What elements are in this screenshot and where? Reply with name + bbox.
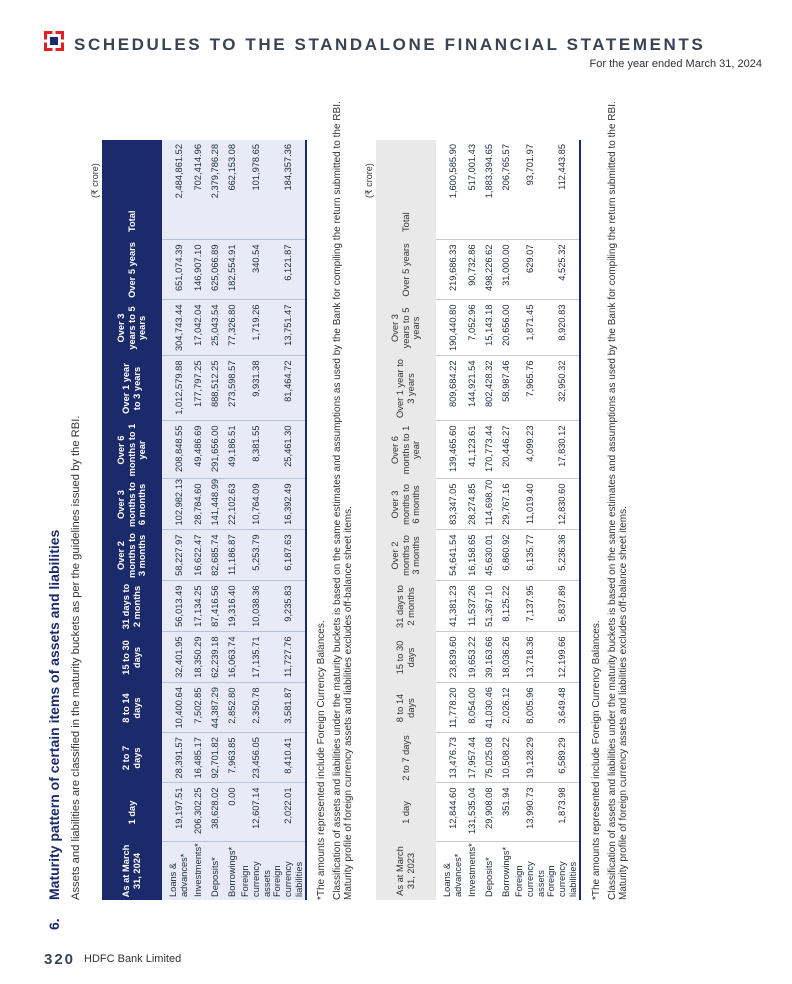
value-cell: 16,485.17 (189, 733, 206, 783)
value-cell: 32,401.95 (162, 632, 189, 683)
table-row (546, 140, 579, 900)
row-label: Investments* (463, 842, 480, 900)
table-header-row (102, 140, 162, 900)
header-cell: Over 3 years to 5 years (102, 300, 162, 356)
value-cell: 77,326.80 (223, 300, 240, 356)
table-row (223, 140, 240, 900)
row-label: Borrowings* (223, 842, 240, 900)
header-cell: Over 3 years to 5 years (376, 300, 436, 356)
header-cell: As at March 31, 2023 (376, 842, 436, 900)
value-cell: 1,719.26 (240, 300, 272, 356)
value-cell: 662,153.08 (223, 140, 240, 240)
page-number: 320 (44, 951, 76, 968)
section-intro: Assets and liabilities are classified in the maturity buckets as per the guidelines issued by the RBI. (70, 415, 82, 900)
value-cell: 8,054.00 (463, 683, 480, 733)
value-cell: 7,137.95 (514, 581, 546, 632)
value-cell: 1,600,585.90 (447, 144, 458, 199)
footnote-off-balance-2024: Maturity profile of foreign currency assets and liabilities excludes off-balance sheet items. (343, 506, 354, 900)
value-cell: 131,535.04 (463, 783, 480, 842)
value-cell: 29,908.08 (480, 783, 497, 842)
value-cell: 498,226.62 (480, 240, 497, 300)
value-cell: 41,123.61 (463, 421, 480, 479)
header-cell: Over 5 years (102, 240, 162, 300)
value-cell: 39,163.66 (480, 632, 497, 683)
value-cell: 8,005.96 (514, 683, 546, 733)
value-cell: 7,965.76 (514, 356, 546, 421)
value-cell: 20,656.00 (497, 300, 514, 356)
rotated-content (46, 90, 686, 930)
value-cell: 5,236.36 (546, 530, 579, 581)
footnote-classification-2023: Classification of assets and liabilities under the maturity buckets is based on the same estimates and assumptions as used by the Bank for compiling the return submitted to the RBI. (607, 101, 618, 900)
header-cell: 2 to 7 days (376, 733, 436, 783)
header-cell: 1 day (376, 783, 436, 842)
value-cell: 17,135.71 (240, 632, 272, 683)
value-cell: 16,622.47 (189, 530, 206, 581)
value-cell: 6,121.87 (272, 240, 305, 300)
value-cell: 4,099.23 (514, 421, 546, 479)
value-cell: 17,957.44 (463, 733, 480, 783)
value-cell: 29,767.16 (497, 479, 514, 530)
header-cell: Over 3 months to 6 months (376, 479, 436, 530)
row-label: Deposits* (480, 842, 497, 900)
value-cell: 2,026.12 (497, 683, 514, 733)
value-cell: 702,414.96 (189, 140, 206, 240)
table-row (514, 140, 546, 900)
header-cell: 8 to 14 days (102, 683, 162, 733)
value-cell: 19,128.29 (514, 733, 546, 783)
value-cell: 2,350.78 (240, 683, 272, 733)
value-cell: 12,199.66 (546, 632, 579, 683)
value-cell: 41,030.46 (480, 683, 497, 733)
value-cell: 8,125.22 (497, 581, 514, 632)
value-cell: 3,581.87 (272, 683, 305, 733)
header-cell: 8 to 14 days (376, 683, 436, 733)
row-label: Loans & advances* (436, 842, 463, 900)
row-label: Foreign currency assets (240, 842, 272, 900)
value-cell: 13,990.73 (514, 783, 546, 842)
value-cell: 517,001.43 (466, 144, 477, 191)
value-cell: 49,486.69 (189, 421, 206, 479)
header-cell: Over 6 months to 1 year (376, 421, 436, 479)
table-row (240, 140, 272, 900)
header-cell: Over 1 year to 3 years (376, 356, 436, 421)
value-cell: 92,701.82 (206, 733, 223, 783)
value-cell: 12,830.60 (546, 479, 579, 530)
value-cell: 9,931.38 (240, 356, 272, 421)
value-cell: 1,883,394.65 (483, 144, 494, 199)
header-cell: Over 2 months to 3 months (102, 530, 162, 581)
value-cell: 304,743.44 (162, 300, 189, 356)
value-cell: 190,440.80 (436, 300, 463, 356)
value-cell: 25,461.30 (272, 421, 305, 479)
value-cell: 10,400.64 (162, 683, 189, 733)
value-cell: 888,512.25 (206, 356, 223, 421)
value-cell: 31,000.00 (497, 240, 514, 300)
value-cell: 206,302.25 (189, 783, 206, 842)
value-cell: 19,197.51 (162, 783, 189, 842)
value-cell: 351.94 (497, 783, 514, 842)
maturity-table-2023 (376, 140, 581, 900)
value-cell: 44,387.29 (206, 683, 223, 733)
value-cell: 809,684.22 (436, 356, 463, 421)
value-cell: 32,950.32 (546, 356, 579, 421)
value-cell: 2,484,861.52 (162, 140, 189, 240)
value-cell: 49,186.51 (223, 421, 240, 479)
value-cell: 15,143.18 (480, 300, 497, 356)
value-cell: 170,773.44 (480, 421, 497, 479)
value-cell: 83,347.05 (436, 479, 463, 530)
header-cell: Total (102, 140, 162, 240)
table-row (162, 140, 189, 900)
header-cell: Total (376, 140, 436, 240)
value-cell: 51,367.10 (480, 581, 497, 632)
value-cell: 7,502.85 (189, 683, 206, 733)
value-cell: 2,022.01 (272, 783, 305, 842)
header-cell: As at March 31, 2024 (102, 842, 162, 900)
value-cell: 629.07 (514, 240, 546, 300)
row-label: Foreign currency liabilities (272, 842, 305, 900)
header-cell: Over 3 months to 6 months (102, 479, 162, 530)
footnote-classification-2024: Classification of assets and liabilities under the maturity buckets is based on the same estimates and assumptions as used by the Bank for compiling the return submitted to the RBI. (332, 101, 343, 900)
header-cell: 2 to 7 days (102, 733, 162, 783)
value-cell: 139,465.60 (436, 421, 463, 479)
value-cell: 7,052.96 (463, 300, 480, 356)
value-cell: 625,066.89 (206, 240, 223, 300)
row-label: Loans & advances* (162, 842, 189, 900)
footer-company-name: HDFC Bank Limited (84, 953, 182, 965)
header-cell: 1 day (102, 783, 162, 842)
value-cell: 75,025.08 (480, 733, 497, 783)
value-cell: 23,456.05 (240, 733, 272, 783)
value-cell: 11,186.87 (223, 530, 240, 581)
value-cell: 18,036.26 (497, 632, 514, 683)
value-cell: 177,797.25 (189, 356, 206, 421)
table-row (480, 140, 497, 900)
value-cell: 273,598.57 (223, 356, 240, 421)
footnote-foreign-currency-2024: *The amounts represented include Foreign Currency Balances. (316, 620, 327, 900)
value-cell: 101,978.65 (240, 140, 272, 240)
row-label: Investments* (189, 842, 206, 900)
value-cell: 62,239.18 (206, 632, 223, 683)
value-cell: 4,525.32 (546, 240, 579, 300)
value-cell: 184,357.36 (272, 140, 305, 240)
value-cell: 7,963.85 (223, 733, 240, 783)
value-cell: 16,392.49 (272, 479, 305, 530)
value-cell: 81,464.72 (272, 356, 305, 421)
value-cell: 6,860.92 (497, 530, 514, 581)
value-cell: 11,019.40 (514, 479, 546, 530)
value-cell: 20,446.27 (497, 421, 514, 479)
table-row (272, 140, 305, 900)
value-cell: 12,607.14 (240, 783, 272, 842)
value-cell: 13,718.36 (514, 632, 546, 683)
value-cell: 112,443.85 (546, 140, 579, 240)
value-cell: 28,784.60 (189, 479, 206, 530)
value-cell: 41,381.23 (436, 581, 463, 632)
value-cell: 8,381.55 (240, 421, 272, 479)
unit-label-2023: (₹ crore) (364, 163, 374, 198)
value-cell: 16,158.65 (463, 530, 480, 581)
value-cell: 45,630.01 (480, 530, 497, 581)
table-header-row (376, 140, 436, 900)
value-cell: 102,982.13 (162, 479, 189, 530)
value-cell: 6,589.29 (546, 733, 579, 783)
maturity-table-2024 (102, 140, 307, 900)
value-cell: 18,350.29 (189, 632, 206, 683)
value-cell: 206,765.57 (500, 144, 511, 191)
value-cell: 13,751.47 (272, 300, 305, 356)
header-cell: 15 to 30 days (376, 632, 436, 683)
value-cell: 17,134.25 (189, 581, 206, 632)
value-cell: 10,508.22 (497, 733, 514, 783)
value-cell: 141,448.99 (206, 479, 223, 530)
table-row (463, 140, 480, 900)
page-header-title: SCHEDULES TO THE STANDALONE FINANCIAL STATEMENTS (74, 35, 706, 54)
table-row (497, 140, 514, 900)
table-row (436, 140, 463, 900)
value-cell: 11,537.26 (463, 581, 480, 632)
footnote-off-balance-2023: Maturity profile of foreign currency assets and liabilities excludes off-balance sheet items. (618, 506, 629, 900)
value-cell: 340.54 (240, 240, 272, 300)
value-cell: 1,873.98 (546, 783, 579, 842)
value-cell: 8,410.41 (272, 733, 305, 783)
value-cell: 11,778.20 (436, 683, 463, 733)
section-title-text: Maturity pattern of certain items of assets and liabilities (46, 529, 62, 900)
section-title (46, 530, 62, 930)
value-cell: 8,920.83 (546, 300, 579, 356)
header-cell: 31 days to 2 months (102, 581, 162, 632)
row-label: Foreign currency liabilities (546, 842, 579, 900)
header-cell: 31 days to 2 months (376, 581, 436, 632)
table-row (206, 140, 223, 900)
value-cell: 1,871.45 (514, 300, 546, 356)
value-cell: 146,907.10 (189, 240, 206, 300)
value-cell: 182,554.91 (223, 240, 240, 300)
value-cell: 23,839.60 (436, 632, 463, 683)
header-cell: Over 5 years (376, 240, 436, 300)
header-cell: Over 2 months to 3 months (376, 530, 436, 581)
header-cell: 15 to 30 days (102, 632, 162, 683)
value-cell: 5,837.89 (546, 581, 579, 632)
row-label: Deposits* (206, 842, 223, 900)
value-cell: 19,653.22 (463, 632, 480, 683)
value-cell: 10,038.36 (240, 581, 272, 632)
value-cell: 25,043.54 (206, 300, 223, 356)
hdfc-logo-icon (44, 31, 64, 51)
value-cell: 1,012,579.88 (162, 356, 189, 421)
value-cell: 10,764.09 (240, 479, 272, 530)
value-cell: 82,685.74 (206, 530, 223, 581)
value-cell: 11,727.76 (272, 632, 305, 683)
value-cell: 19,316.40 (223, 581, 240, 632)
row-label: Foreign currency assets (514, 842, 546, 900)
value-cell: 87,416.56 (206, 581, 223, 632)
value-cell: 93,701.97 (525, 144, 536, 186)
header-cell: Over 1 year to 3 years (102, 356, 162, 421)
value-cell: 0.00 (223, 783, 240, 842)
value-cell: 3,649.48 (546, 683, 579, 733)
value-cell: 291,656.00 (206, 421, 223, 479)
value-cell: 2,852.80 (223, 683, 240, 733)
value-cell: 5,253.79 (240, 530, 272, 581)
footnote-foreign-currency-2023: *The amounts represented include Foreign Currency Balances. (591, 620, 602, 900)
value-cell: 17,042.04 (189, 300, 206, 356)
value-cell: 114,698.70 (480, 479, 497, 530)
value-cell: 22,102.63 (223, 479, 240, 530)
value-cell: 58,227.97 (162, 530, 189, 581)
value-cell: 9,235.83 (272, 581, 305, 632)
header-cell: Over 6 months to 1 year (102, 421, 162, 479)
value-cell: 219,686.33 (436, 240, 463, 300)
value-cell: 28,391.57 (162, 733, 189, 783)
value-cell: 58,987.46 (497, 356, 514, 421)
value-cell: 90,732.86 (463, 240, 480, 300)
value-cell: 6,187.63 (272, 530, 305, 581)
value-cell: 802,428.32 (480, 356, 497, 421)
value-cell: 54,641.54 (436, 530, 463, 581)
value-cell: 208,848.55 (162, 421, 189, 479)
table-row (189, 140, 206, 900)
value-cell: 13,476.73 (436, 733, 463, 783)
value-cell: 12,844.60 (436, 783, 463, 842)
value-cell: 17,830.12 (546, 421, 579, 479)
value-cell: 6,135.77 (514, 530, 546, 581)
value-cell: 28,274.85 (463, 479, 480, 530)
section-number: 6. (46, 918, 62, 930)
unit-label-2024: (₹ crore) (90, 163, 100, 198)
value-cell: 651,074.39 (162, 240, 189, 300)
value-cell: 16,063.74 (223, 632, 240, 683)
value-cell: 144,921.54 (463, 356, 480, 421)
row-label: Borrowings* (497, 842, 514, 900)
value-cell: 56,013.49 (162, 581, 189, 632)
page-header-subtitle: For the year ended March 31, 2024 (589, 58, 762, 70)
value-cell: 38,628.02 (206, 783, 223, 842)
value-cell: 2,379,786.28 (206, 140, 223, 240)
